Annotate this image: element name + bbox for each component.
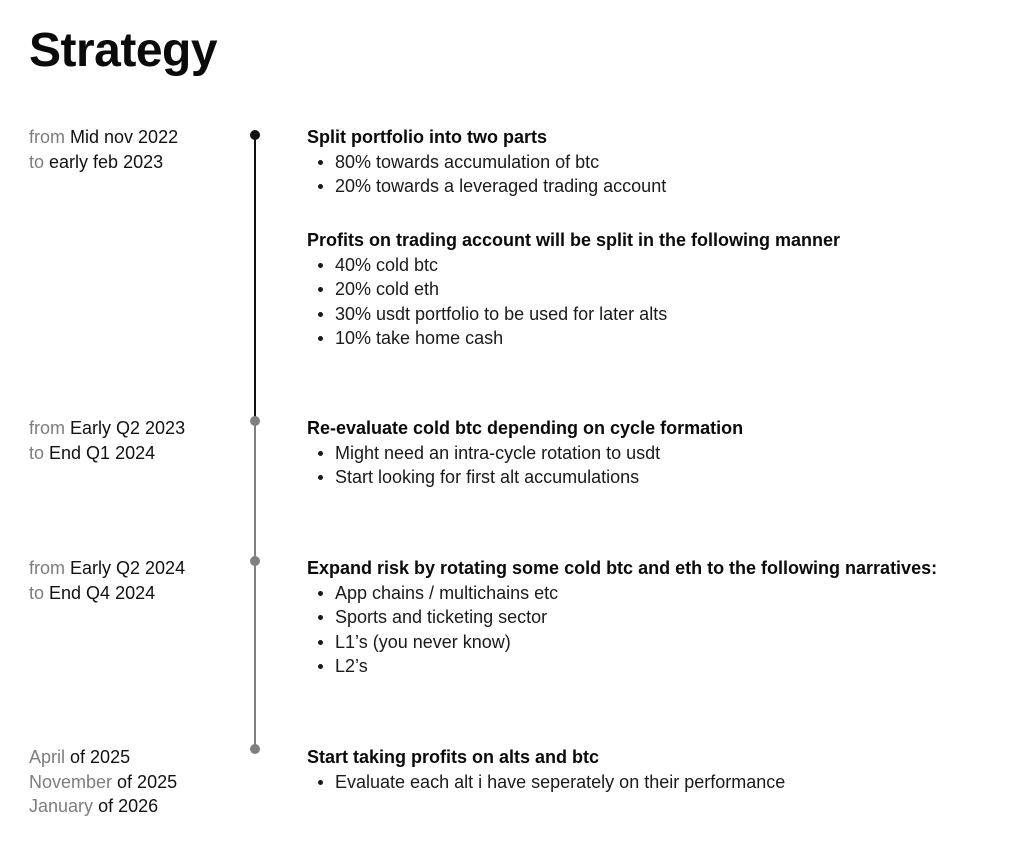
date-value: of 2025	[117, 771, 178, 792]
date-prefix: April	[29, 747, 66, 767]
timeline-dates	[29, 556, 185, 605]
list-item: L1’s (you never know)	[307, 630, 937, 655]
date-range-end	[29, 581, 185, 606]
section-title: Start taking profits on alts and btc	[307, 747, 600, 767]
date-value: Early Q2 2023	[70, 418, 186, 438]
date-value: Early Q2 2024	[70, 558, 186, 578]
date-range-end	[29, 150, 178, 175]
section-title: Split portfolio into two parts	[307, 127, 547, 147]
list-item: 20% towards a leveraged trading account	[307, 174, 666, 199]
date-value: of 2026	[98, 796, 159, 816]
timeline-section	[307, 556, 937, 679]
bullet-list	[307, 770, 785, 795]
date-prefix: to	[29, 442, 45, 463]
date-range-start	[29, 416, 185, 441]
date-value: early feb 2023	[49, 151, 164, 172]
section-title: Expand risk by rotating some cold btc and eth to the following narratives:	[307, 558, 938, 578]
timeline-section	[307, 125, 666, 199]
bullet-list	[307, 581, 937, 679]
timeline-section	[307, 228, 840, 351]
page-title: Strategy	[29, 24, 218, 77]
bullet-list	[307, 150, 666, 199]
list-item: Sports and ticketing sector	[307, 605, 937, 630]
timeline-dot	[250, 744, 260, 754]
timeline-section	[307, 745, 785, 794]
timeline-line-active	[254, 134, 256, 421]
list-item: App chains / multichains etc	[307, 581, 937, 606]
date-prefix: to	[29, 151, 45, 172]
list-item: 30% usdt portfolio to be used for later alts	[307, 302, 840, 327]
date-prefix: from	[29, 418, 65, 438]
date-range-start	[29, 125, 178, 150]
timeline-section	[307, 416, 743, 490]
bullet-list	[307, 253, 840, 351]
bullet-list	[307, 441, 743, 490]
list-item: 40% cold btc	[307, 253, 840, 278]
timeline-dot	[250, 556, 260, 566]
list-item: Start looking for first alt accumulations	[307, 465, 743, 490]
date-prefix: January	[29, 796, 94, 816]
date-prefix: November	[29, 771, 113, 792]
date-month	[29, 794, 177, 819]
date-value: End Q4 2024	[49, 582, 156, 603]
date-range-start	[29, 556, 185, 581]
list-item: Might need an intra-cycle rotation to usdt	[307, 441, 743, 466]
list-item: Evaluate each alt i have seperately on their performance	[307, 770, 785, 795]
timeline-dot-active	[250, 130, 260, 140]
timeline-dot	[250, 416, 260, 426]
list-item: 20% cold eth	[307, 277, 840, 302]
date-value: Mid nov 2022	[70, 127, 179, 147]
date-month	[29, 745, 177, 770]
date-prefix: to	[29, 582, 45, 603]
list-item: 80% towards accumulation of btc	[307, 150, 666, 175]
date-range-end	[29, 441, 185, 466]
timeline-dates	[29, 745, 177, 819]
date-value: of 2025	[70, 747, 131, 767]
list-item: 10% take home cash	[307, 326, 840, 351]
section-title: Re-evaluate cold btc depending on cycle formation	[307, 418, 744, 438]
section-title: Profits on trading account will be split in the following manner	[307, 230, 841, 250]
timeline-line-upcoming	[254, 421, 256, 749]
date-value: End Q1 2024	[49, 442, 156, 463]
date-prefix: from	[29, 558, 65, 578]
timeline-dates	[29, 416, 185, 465]
list-item: L2’s	[307, 654, 937, 679]
timeline-dates	[29, 125, 178, 174]
date-prefix: from	[29, 127, 65, 147]
date-month	[29, 770, 177, 795]
